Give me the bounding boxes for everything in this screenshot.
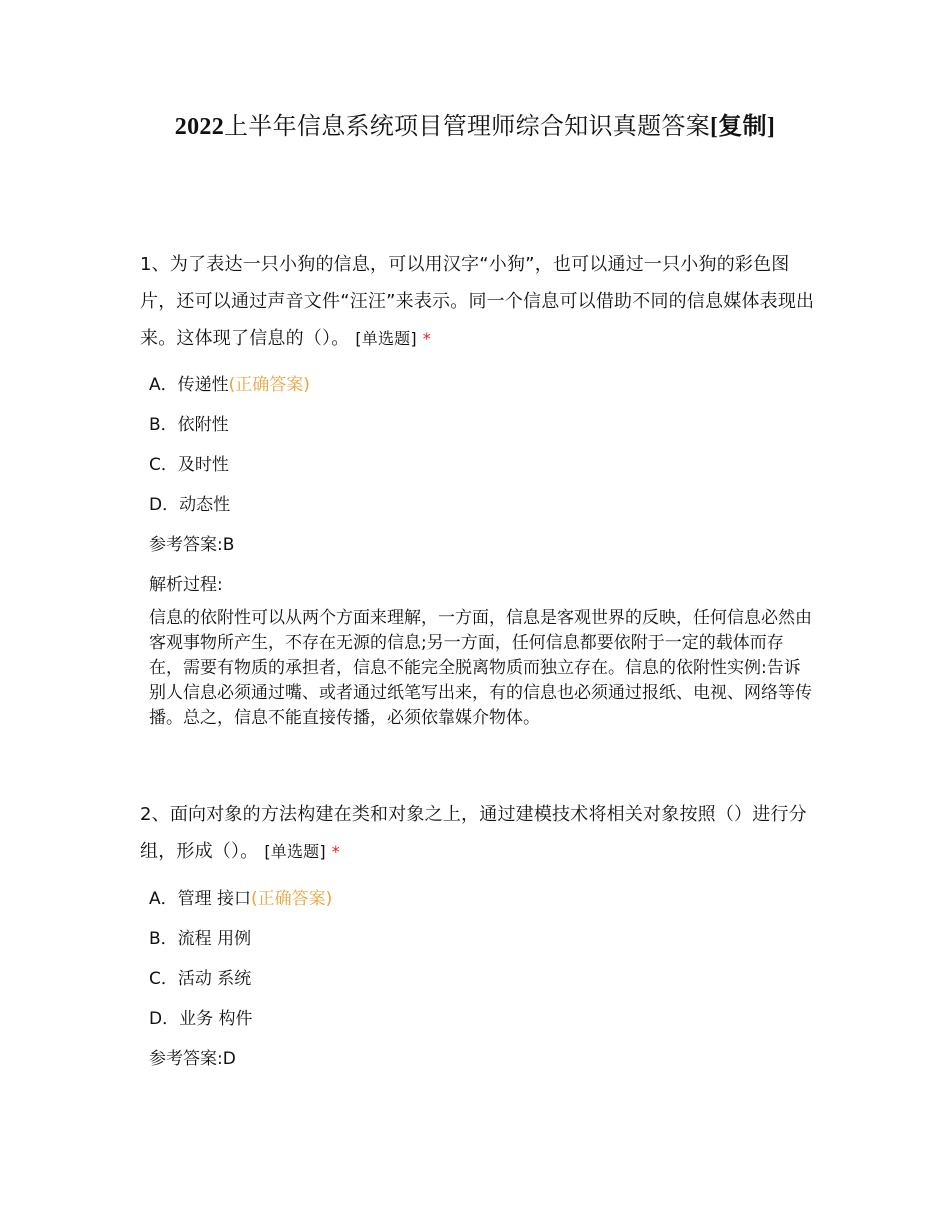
option-label: A．传递性 (149, 375, 229, 395)
question-1-reference-answer: 参考答案:B (149, 535, 235, 555)
question-1-option-c[interactable] (149, 453, 229, 477)
document-title (0, 112, 950, 142)
question-2-option-d[interactable] (149, 1007, 253, 1031)
question-1-option-a[interactable] (149, 373, 310, 397)
option-label: D．业务 构件 (149, 1009, 253, 1029)
question-1-analysis-text: 信息的依附性可以从两个方面来理解，一方面，信息是客观世界的反映，任何信息必然由客观事物所产生，不存在无源的信息;另一方面，任何信息都要依附于一定的载体而存在，需要有物质的承担者，信息不能完全脱离物质而独立存在。信息的依附性实例:告诉别人信息必须通过嘴、或者通过纸笔写出来，有的信息也必须通过报纸、电视、网络等传播。总之，信息不能直接传播，必须依靠媒介物体。 (149, 608, 812, 728)
option-label: C．活动 系统 (149, 969, 252, 989)
question-1-type-tag: [单选题] (355, 329, 417, 348)
correct-answer-note: (正确答案) (251, 889, 333, 909)
title-text: 上半年信息系统项目管理师综合知识真题答案 (224, 114, 710, 140)
option-label: D．动态性 (149, 495, 231, 515)
title-copy-tag: [复制] (710, 114, 776, 140)
question-2-reference-answer: 参考答案:D (149, 1049, 236, 1069)
option-label: C．及时性 (149, 455, 229, 475)
option-label: B．流程 用例 (149, 929, 252, 949)
question-2-stem-text: 2、面向对象的方法构建在类和对象之上，通过建模技术将相关对象按照（）进行分组，形成（）。 (140, 804, 807, 862)
option-label: A．管理 接口 (149, 889, 252, 909)
question-2-option-c[interactable] (149, 967, 251, 991)
question-2-stem (140, 796, 820, 870)
title-year: 2022 (174, 114, 224, 140)
question-1-stem-text: 1、为了表达一只小狗的信息，可以用汉字“小狗”，也可以通过一只小狗的彩色图片，还可以通过声音文件“汪汪”来表示。同一个信息可以借助不同的信息媒体表现出来。这体现了信息的（）。 (140, 254, 815, 349)
question-2-required-mark: * (331, 842, 340, 861)
question-1-analysis-label: 解析过程: (149, 575, 223, 595)
question-1 (140, 246, 820, 728)
option-label: B．依附性 (149, 415, 229, 435)
correct-answer-note: (正确答案) (228, 375, 310, 395)
question-2-type-tag: [单选题] (264, 842, 326, 861)
question-2-option-b[interactable] (149, 927, 251, 951)
question-2-option-a[interactable] (149, 887, 332, 911)
question-1-option-b[interactable] (149, 413, 229, 437)
question-1-option-d[interactable] (149, 493, 230, 517)
question-1-stem (140, 246, 820, 357)
question-2 (140, 796, 820, 1069)
question-1-required-mark: * (422, 329, 431, 348)
